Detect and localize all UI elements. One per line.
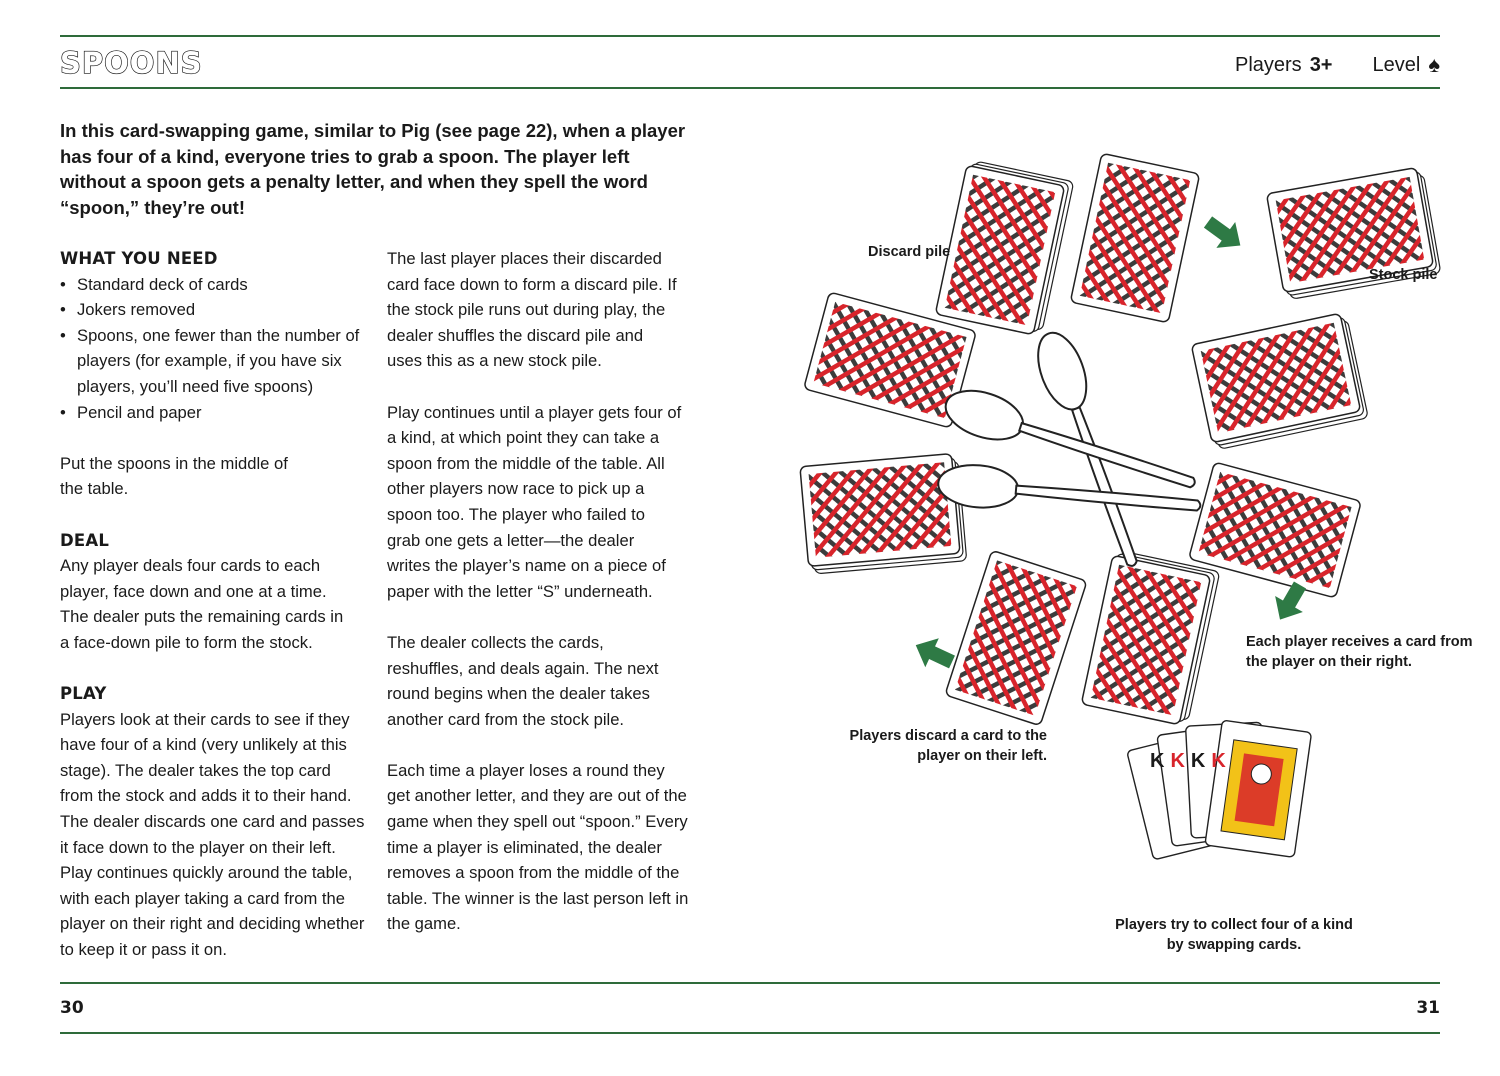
game-meta	[1235, 52, 1440, 78]
spade-icon: ♠	[1428, 52, 1440, 77]
deal-text: Any player deals four cards to each player, face down and one at a time. The dealer puts the remaining cards in a face-down pile to form the stock.	[60, 556, 344, 652]
collect-caption: Players try to collect four of a kind by swapping cards.	[1115, 917, 1353, 953]
discard-caption: Players discard a card to the player on their left.	[849, 728, 1047, 764]
top-rule	[60, 35, 1440, 37]
page-number-left: 30	[60, 998, 84, 1018]
paragraph: Play continues until a player gets four of a kind, at which point they can take a spoon from the middle of the table. All other players now race to pick up a spoon too. The player who failed to grab one gets a letter—the dealer writes the player’s name on a piece of paper with the letter “S” underneath.	[387, 402, 682, 601]
bottom-rule	[60, 1032, 1440, 1034]
list-item: • Pencil and paper	[60, 400, 365, 426]
players-value: 3+	[1309, 53, 1333, 76]
paragraph: The dealer collects the cards, reshuffles, and deals again. The next round begins when the dealer takes another card from the stock pile.	[387, 632, 659, 729]
players-label: Players	[1234, 53, 1302, 76]
page-number-right: 31	[1416, 998, 1440, 1018]
card-left-lower	[800, 453, 967, 574]
page-title: SPOONS	[60, 46, 203, 80]
paragraph: Each time a player loses a round they get another letter, and they are out of the game when they spell out “spoon.” Every time a player is eliminated, the dealer removes a spoon from the middle of the table. The winner is the last person left in the game.	[387, 760, 689, 934]
setup-text: Put the spoons in the middle of the table.	[60, 453, 288, 499]
level-label: Level	[1372, 53, 1421, 76]
list-item: • Jokers removed	[60, 297, 365, 323]
paragraph: The last player places their discarded card face down to form a discard pile. If the stock pile runs out during play, the dealer shuffles the discard pile and uses this as a new stock pile.	[387, 249, 677, 371]
card-bottom-left	[945, 550, 1087, 725]
hand-of-kings	[1127, 720, 1312, 860]
footer-rule	[60, 982, 1440, 984]
play-heading: PLAY	[60, 684, 107, 704]
list-item: • Spoons, one fewer than the number of players (for example, if you have six players, you’ll need five spoons)	[60, 323, 365, 400]
king-rank: K	[1150, 750, 1171, 772]
arrow-to-stock-icon	[1199, 209, 1250, 258]
stock-pile-label: Stock pile	[1369, 267, 1438, 283]
receive-caption: Each player receives a card from the player on their right.	[1246, 634, 1473, 670]
king-rank-label: KKKK	[1150, 750, 1232, 772]
right-column	[387, 246, 692, 963]
header-rule	[60, 87, 1440, 89]
list-item: • Standard deck of cards	[60, 272, 365, 298]
need-list	[60, 272, 365, 426]
need-heading: WHAT YOU NEED	[60, 249, 218, 268]
deal-heading: DEAL	[60, 530, 110, 550]
card-top	[1070, 153, 1199, 322]
discard-pile-label: Discard pile	[868, 244, 951, 260]
card-right-upper	[1191, 312, 1368, 450]
discard-pile	[935, 159, 1073, 336]
intro-text: In this card-swapping game, similar to Pig (see page 22), when a player has four of a kind, everyone tries to grab a spoon. The player left without a spoon gets a penalty letter, and when they spell the word “spoon,” they’re out!	[60, 120, 686, 219]
left-column	[60, 246, 365, 988]
card-bottom-right	[1081, 549, 1219, 726]
arrow-discard-icon	[909, 631, 959, 677]
spoons	[936, 326, 1202, 572]
play-text: Players look at their cards to see if they have four of a kind (very unlikely at this stage). The dealer takes the top card from the stock and adds it to their hand. The dealer discards one card and passes it face down to the player on their left. Play continues quickly around the table, with each player taking a card from the player on their right and deciding whether to keep it or pass it on.	[60, 709, 365, 960]
